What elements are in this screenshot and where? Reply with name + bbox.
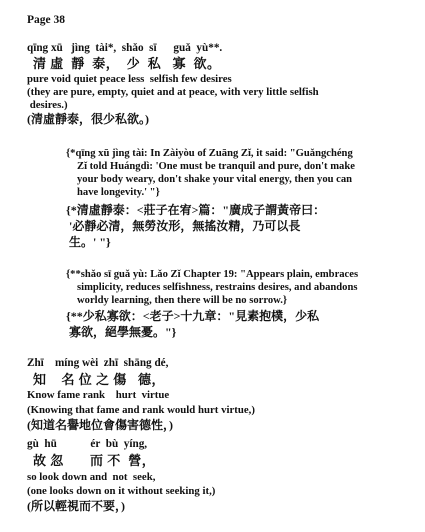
- note-2-line-3: worldy learning, then there will be no sorrow.}: [77, 295, 288, 306]
- note-1-chinese-2: '必靜必清，無勞汝形，無搖汝精，乃可以長: [66, 219, 301, 233]
- chinese-gloss-1: (清虛靜泰，很少私欲。): [27, 112, 149, 126]
- chinese-line-1: 清 虛 靜 泰， 少 私 寡 欲。: [33, 56, 221, 71]
- english-line-1: pure void quiet peace less selfish few desires: [27, 73, 232, 85]
- chinese-line-2: 知 名 位 之 傷 德，: [33, 372, 166, 387]
- note-1-line-3: your body weary, don't shake your vital energy, then you can: [77, 174, 353, 185]
- note-2-line-1: {**shǎo sī guǎ yù: Lǎo Zǐ Chapter 19: "Appears plain, embraces: [66, 269, 359, 280]
- pinyin-line-1: qīng xū jìng tài*, shǎo sī guǎ yù**.: [27, 42, 223, 54]
- note-1-line-1: {*qīng xū jìng tài: In Zàiyòu of Zuāng Zǐ, it said: "Guǎngchéng: [66, 148, 353, 159]
- gloss-line-1a: (they are pure, empty, quiet and at peace, with very little selfish: [27, 86, 319, 98]
- note-2-chinese-1: {**少私寡欲：<老子>十九章："見素抱樸，少私: [66, 309, 320, 323]
- note-1-chinese-1: {*清虛靜泰：<莊子在宥>篇："廣成子謂黃帝曰：: [66, 203, 326, 217]
- note-1-chinese-3: 生。' "}: [66, 235, 111, 249]
- pinyin-line-3: gù hū ér bù yíng,: [27, 438, 148, 450]
- english-line-3: so look down and not seek,: [27, 471, 156, 483]
- pinyin-line-2: Zhī míng wèi zhī shāng dé,: [27, 357, 169, 369]
- english-line-2: Know fame rank hurt virtue: [27, 389, 170, 401]
- note-1-line-4: have longevity.' "}: [77, 187, 160, 198]
- chinese-line-3: 故 忽 而 不 營，: [33, 453, 156, 468]
- page-number: Page 38: [27, 14, 66, 26]
- chinese-gloss-2: (知道名譽地位會傷害德性，): [27, 418, 173, 432]
- note-1-line-2: Zǐ told Huángdì: 'One must be tranquil and pure, don't make: [77, 161, 355, 172]
- gloss-line-1b: desires.): [27, 99, 68, 111]
- note-2-chinese-2: 寡欲，絕學無憂。"}: [66, 325, 177, 339]
- gloss-line-2: (Knowing that fame and rank would hurt virtue,): [27, 404, 255, 416]
- chinese-gloss-3: (所以輕視而不要，): [27, 499, 125, 513]
- gloss-line-3: (one looks down on it without seeking it,): [27, 485, 216, 497]
- note-2-line-2: simplicity, reduces selfishness, restrains desires, and abandons: [77, 282, 358, 293]
